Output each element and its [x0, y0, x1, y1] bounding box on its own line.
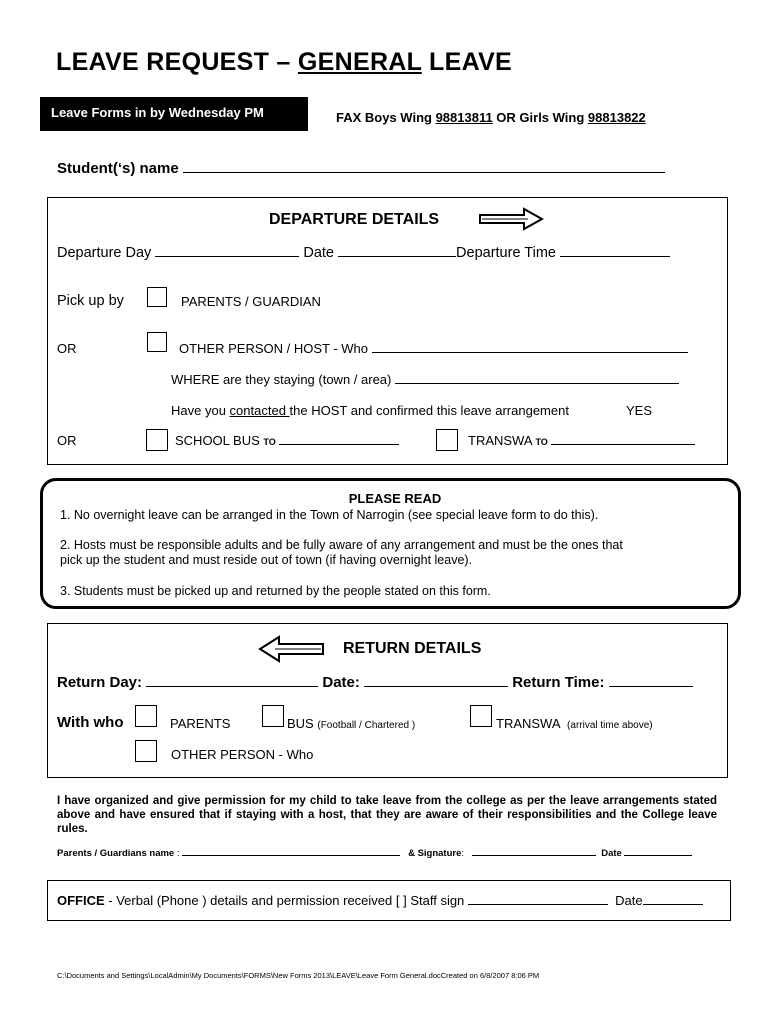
signature-date-field[interactable]: [624, 855, 692, 856]
office-row: OFFICE - Verbal (Phone ) details and permission received [ ] Staff sign Date: [57, 893, 703, 908]
where-field[interactable]: [395, 383, 679, 384]
where-row: WHERE are they staying (town / area): [171, 372, 679, 387]
other-person-checkbox[interactable]: [147, 332, 167, 352]
student-name-row: [57, 160, 665, 177]
parent-name-field[interactable]: [182, 855, 400, 856]
student-name-field[interactable]: [183, 172, 665, 173]
school-bus-row: SCHOOL BUS TO: [175, 433, 399, 448]
return-day-field[interactable]: [146, 686, 318, 687]
return-day-row: Return Day: Date: Return Time:: [57, 674, 693, 691]
pickup-label: Pick up by: [57, 293, 124, 309]
departure-time-field[interactable]: [560, 256, 670, 257]
departure-header: DEPARTURE DETAILS: [269, 211, 440, 228]
deadline-banner: Leave Forms in by Wednesday PM: [40, 97, 308, 131]
return-parents-label: PARENTS: [170, 716, 231, 731]
girls-fax-number: 98813822: [587, 110, 646, 125]
return-other-person-checkbox[interactable]: [135, 740, 157, 762]
transwa-checkbox[interactable]: [436, 429, 458, 451]
declaration-text: I have organized and give permission for my child to take leave from the college as per the leave arrangements stated above and have ensured that if staying with a host, that they are aware of their responsibilities and the College leave rules.: [57, 795, 717, 835]
page-title: LEAVE REQUEST – GENERAL LEAVE: [56, 48, 513, 76]
left-arrow-icon: [257, 634, 325, 664]
other-person-field[interactable]: [372, 352, 688, 353]
school-bus-checkbox[interactable]: [146, 429, 168, 451]
signature-field[interactable]: [472, 855, 596, 856]
fax-numbers: FAX Boys Wing 98813811 OR Girls Wing 98813822: [336, 110, 646, 125]
other-person-row: OTHER PERSON / HOST - Who: [179, 341, 688, 356]
file-path-footer: C:\Documents and Settings\LocalAdmin\My Documents\FORMS\New Forms 2013\LEAVE\Leave Form General.docCreated on 6/8/2007 8:06 PM: [57, 971, 540, 980]
departure-day-row: Departure Day Date Departure Time: [57, 245, 670, 261]
confirm-host-text: Have you contacted the HOST and confirmed this leave arrangement: [171, 403, 569, 418]
return-bus-checkbox[interactable]: [262, 705, 284, 727]
departure-section: [47, 197, 728, 465]
or-label-2: OR: [57, 433, 77, 448]
title-general: GENERAL: [297, 48, 422, 76]
parents-checkbox[interactable]: [147, 287, 167, 307]
return-parents-checkbox[interactable]: [135, 705, 157, 727]
return-bus-row: BUS (Football / Chartered ): [287, 716, 416, 731]
transwa-row: TRANSWA TO: [468, 433, 695, 448]
return-date-field[interactable]: [364, 686, 508, 687]
rule-2-line-2: pick up the student and must reside out of town (if having overnight leave).: [60, 553, 473, 567]
boys-fax-number: 98813811: [435, 110, 493, 125]
right-arrow-icon: [478, 206, 544, 232]
student-name-label: Student(‘s) name: [57, 160, 179, 177]
office-date-field[interactable]: [643, 904, 703, 905]
return-transwa-row: TRANSWA (arrival time above): [496, 716, 653, 731]
please-read-header: PLEASE READ: [348, 491, 442, 506]
return-other-person-label: OTHER PERSON - Who: [171, 747, 314, 762]
or-label: OR: [57, 341, 77, 356]
return-header: RETURN DETAILS: [343, 640, 482, 657]
return-time-field[interactable]: [609, 686, 693, 687]
staff-sign-field[interactable]: [468, 904, 608, 905]
rule-1: 1. No overnight leave can be arranged in the Town of Narrogin (see special leave form to do this).: [60, 508, 599, 522]
signature-row: Parents / Guardians name : & Signature: Date: [57, 848, 692, 859]
departure-day-field[interactable]: [155, 256, 299, 257]
return-transwa-checkbox[interactable]: [470, 705, 492, 727]
with-who-label: With who: [57, 714, 124, 731]
school-bus-destination-field[interactable]: [279, 444, 399, 445]
yes-label: YES: [626, 403, 653, 418]
rule-3: 3. Students must be picked up and returned by the people stated on this form.: [60, 584, 491, 598]
departure-date-field[interactable]: [338, 256, 456, 257]
transwa-destination-field[interactable]: [551, 444, 695, 445]
rule-2-line-1: 2. Hosts must be responsible adults and be fully aware of any arrangement and must be the ones that: [60, 538, 623, 552]
parents-guardian-label: PARENTS / GUARDIAN: [181, 294, 321, 309]
